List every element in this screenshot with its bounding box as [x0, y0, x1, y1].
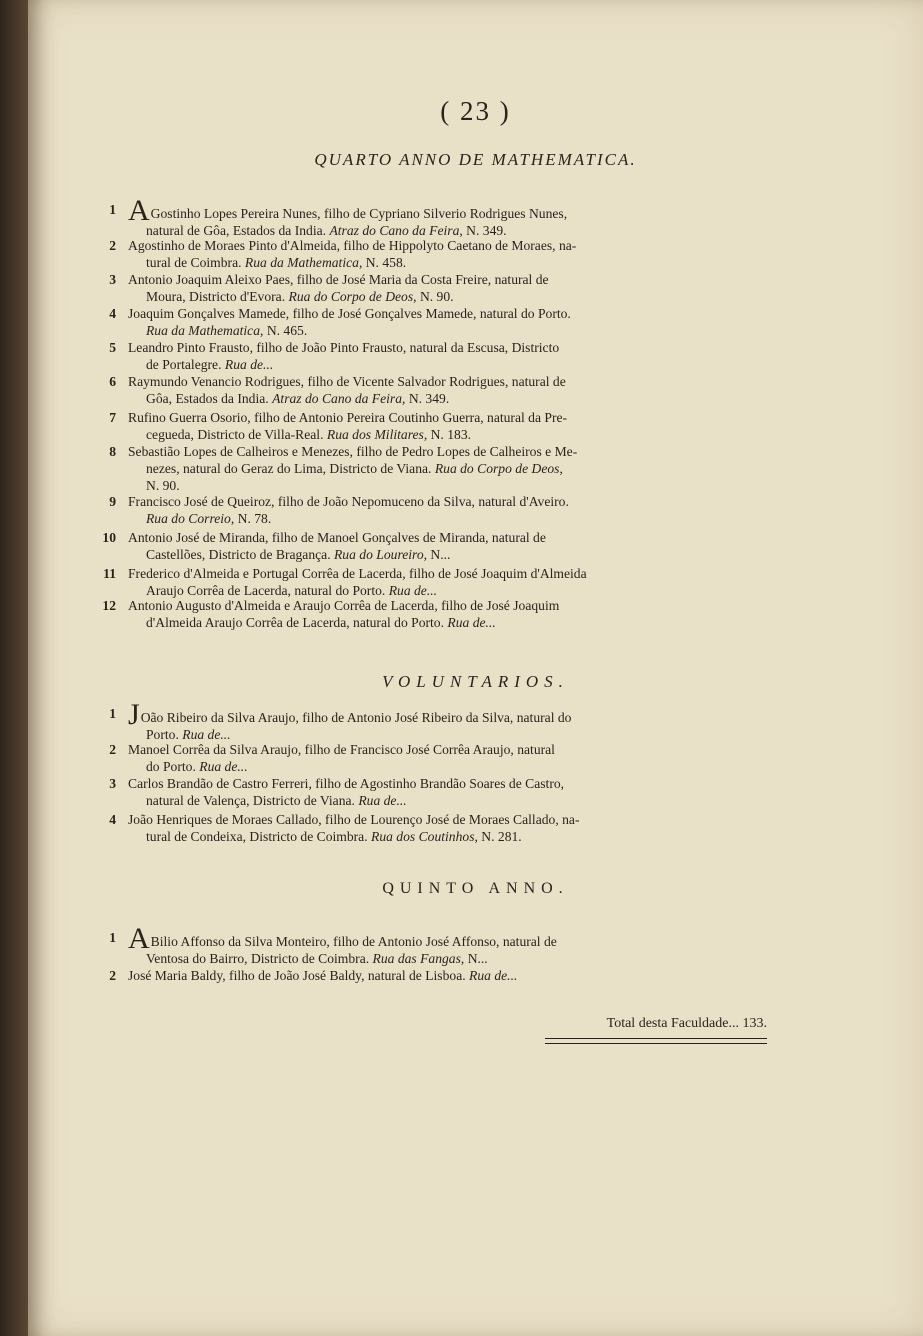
entry-house-number: , N. 349.: [402, 390, 450, 406]
entry-text-cont: do Porto.: [146, 758, 196, 774]
entry-number: 2: [109, 742, 116, 757]
entry-text: Rufino Guerra Osorio, filho de Antonio Pereira Coutinho Guerra, natural da Pre-: [128, 410, 568, 425]
list-item: [109, 238, 764, 272]
entry-address: Rua do Correio: [146, 510, 231, 526]
entry-text: Manoel Corrêa da Silva Araujo, filho de Francisco José Corrêa Araujo, natural: [128, 742, 555, 757]
entry-address: Atraz do Cano da Feira: [272, 390, 403, 406]
entry-number: 8: [109, 444, 116, 459]
entry-number: 3: [109, 272, 116, 287]
entry-text: Oão Ribeiro da Silva Araujo, filho de Antonio José Ribeiro da Silva, natural do: [140, 710, 572, 725]
entry-text-cont: d'Almeida Araujo Corrêa de Lacerda, natural do Porto.: [146, 614, 445, 630]
entry-text-cont: Gôa, Estados da India.: [146, 390, 269, 406]
entry-text: Sebastião Lopes de Calheiros e Menezes, filho de Pedro Lopes de Calheiros e Me-: [128, 444, 578, 459]
entry-line-2: [128, 289, 764, 306]
entry-address: Atraz do Cano da Feira: [329, 222, 460, 238]
list-item: [109, 776, 764, 810]
entry-line-1: [128, 306, 764, 323]
entry-number: 1: [109, 930, 116, 945]
list-item: [109, 812, 764, 846]
entry-address: Rua de...: [447, 614, 496, 630]
section-title-quarto-anno: QUARTO ANNO DE MATHEMATICA.: [314, 150, 637, 169]
entry-text-cont: natural de Valença, Districto de Viana.: [146, 792, 355, 808]
entry-text: Antonio Joaquim Aleixo Paes, filho de José Maria da Costa Freire, natural de: [128, 272, 549, 287]
list-item: [103, 566, 764, 600]
book-gutter: [0, 0, 28, 1336]
entry-address: Rua do Loureiro: [334, 546, 424, 562]
entry-text: Bilio Affonso da Silva Monteiro, filho de Antonio José Affonso, natural de: [150, 934, 557, 949]
entry-line-2: [128, 511, 764, 528]
entry-number: 3: [109, 776, 116, 791]
entry-address: Rua de...: [388, 582, 438, 598]
entry-line-2: [128, 829, 764, 846]
entry-address: Rua de...: [224, 356, 274, 372]
drop-cap-letter: A: [128, 922, 150, 955]
entry-line-1: [128, 742, 764, 759]
entry-line-1: [128, 410, 764, 427]
drop-cap-letter: J: [128, 698, 140, 731]
entry-number: 11: [103, 566, 116, 581]
entry-number: 2: [109, 238, 116, 253]
entry-line-2: [128, 547, 764, 564]
entry-text: Leandro Pinto Frausto, filho de João Pinto Frausto, natural da Escusa, Districto: [128, 340, 560, 355]
entry-line-2: [128, 391, 764, 408]
entry-line-1: [128, 374, 764, 391]
entry-text-cont: tural de Condeixa, Districto de Coimbra.: [146, 828, 368, 844]
entry-line-2: [128, 323, 764, 340]
entry-address: Rua do Corpo de Deos: [288, 288, 414, 304]
list-item: [109, 698, 764, 744]
entry-address: Rua da Mathematica: [244, 254, 359, 270]
entry-house-number: , N. 183.: [423, 426, 472, 442]
entry-line-2: [128, 427, 764, 444]
list-item: [109, 410, 764, 444]
entry-line-1: [128, 922, 764, 955]
entry-line-2: [128, 357, 764, 374]
entry-number: 4: [109, 812, 116, 827]
list-item: [109, 444, 764, 494]
entry-text-cont: de Portalegre.: [146, 356, 222, 372]
entry-line-1: [128, 494, 764, 511]
entry-text-cont: cegueda, Districto de Villa-Real.: [146, 426, 324, 442]
entry-house-number: , N. 78.: [230, 510, 272, 526]
entry-text: José Maria Baldy, filho de João José Baldy, natural de Lisboa.: [128, 968, 466, 983]
entry-line-2: [128, 255, 764, 272]
entry-house-number: , N. 281.: [474, 828, 522, 844]
entry-address: Rua de...: [182, 726, 231, 742]
list-item: [109, 922, 764, 968]
entry-text-cont: Ventosa do Bairro, Districto de Coimbra.: [146, 950, 370, 966]
entry-number: 6: [109, 374, 116, 389]
entry-number: 9: [109, 494, 116, 509]
list-item: [109, 374, 764, 408]
entry-address: Rua de...: [199, 758, 248, 774]
total-label: Total desta Faculdade...: [606, 1016, 739, 1031]
section-title-quinto-anno: QUINTO ANNO.: [382, 880, 569, 897]
entry-line-1: [128, 812, 764, 829]
entry-number: 2: [109, 968, 116, 983]
entry-number: 7: [109, 410, 116, 425]
entry-line-2: [128, 615, 764, 632]
entry-line-1: [128, 598, 764, 615]
list-item: [109, 272, 764, 306]
entry-house-number: , N...: [423, 546, 451, 562]
entry-number: 12: [102, 598, 116, 613]
entry-house-number: ,: [559, 460, 563, 476]
entry-text: Agostinho de Moraes Pinto d'Almeida, filho de Hippolyto Caetano de Moraes, na-: [128, 238, 577, 253]
entry-text: Frederico d'Almeida e Portugal Corrêa de Lacerda, filho de José Joaquim d'Almeida: [128, 566, 587, 581]
entry-line-1: [128, 238, 764, 255]
entry-line-1: [128, 698, 764, 731]
entry-text-cont: Porto.: [146, 726, 179, 742]
entry-line-1: [128, 194, 764, 227]
list-item: [109, 742, 764, 776]
total-value: 133.: [742, 1016, 767, 1031]
list-item: [102, 598, 764, 632]
entry-text: Raymundo Venancio Rodrigues, filho de Vicente Salvador Rodrigues, natural de: [128, 374, 566, 389]
entry-line-2: [128, 461, 764, 478]
entry-address: Rua de...: [469, 968, 518, 983]
entry-house-number: , N. 465.: [260, 322, 308, 338]
entry-text-cont: Araujo Corrêa de Lacerda, natural do Porto.: [146, 582, 386, 598]
entry-house-number: , N. 90.: [413, 288, 454, 304]
list-item: [109, 306, 764, 340]
entry-line-1: [128, 340, 764, 357]
entry-house-number: , N...: [460, 950, 488, 966]
list-item: [109, 968, 764, 985]
entry-number: 1: [109, 202, 116, 217]
total-rule-thick: [545, 1038, 767, 1039]
entry-line-1: [128, 566, 764, 583]
entry-address: Rua das Fangas: [372, 950, 461, 966]
entry-text-cont: tural de Coimbra.: [146, 254, 242, 270]
entry-address: Rua dos Militares: [326, 426, 424, 442]
entry-text: Gostinho Lopes Pereira Nunes, filho de Cypriano Silverio Rodrigues Nunes,: [150, 206, 568, 221]
entry-address: Rua do Corpo de Deos: [434, 460, 560, 476]
section-title-voluntarios: VOLUNTARIOS.: [382, 672, 569, 691]
entry-number: 1: [109, 706, 116, 721]
list-item: [109, 194, 764, 240]
entry-number: 4: [109, 306, 116, 321]
faculty-total: [545, 1016, 767, 1032]
entry-address: Rua dos Coutinhos: [371, 828, 475, 844]
entry-line-2: [128, 793, 764, 810]
list-item: [109, 494, 764, 528]
entry-text-cont: natural de Gôa, Estados da India.: [146, 222, 327, 238]
entry-line-1: [128, 776, 764, 793]
entry-line-2: [128, 951, 764, 968]
entry-line-1: [128, 444, 764, 461]
drop-cap-letter: A: [128, 194, 150, 227]
entry-house-number: , N. 349.: [459, 222, 507, 238]
page-number: ( 23 ): [440, 96, 511, 126]
entry-line-1: [128, 530, 764, 547]
entry-text-cont: nezes, natural do Geraz do Lima, Districto de Viana.: [146, 460, 432, 476]
entry-line-3: N. 90.: [146, 477, 180, 493]
entry-number: 10: [102, 530, 116, 545]
entry-line-1: [128, 968, 764, 985]
entry-text-cont: Moura, Districto d'Evora.: [146, 288, 286, 304]
entry-text: Carlos Brandão de Castro Ferreri, filho de Agostinho Brandão Soares de Castro,: [128, 776, 565, 791]
book-page: [28, 0, 923, 1336]
entry-text: João Henriques de Moraes Callado, filho de Lourenço José de Moraes Callado, na-: [128, 812, 580, 827]
entry-text: Antonio José de Miranda, filho de Manoel Gonçalves de Miranda, natural de: [128, 530, 546, 545]
total-rule-thin: [545, 1043, 767, 1044]
entry-line-2: [128, 759, 764, 776]
entry-text: Antonio Augusto d'Almeida e Araujo Corrêa de Lacerda, filho de José Joaquim: [128, 598, 560, 613]
entry-text: Joaquim Gonçalves Mamede, filho de José Gonçalves Mamede, natural do Porto.: [128, 306, 571, 321]
list-item: [102, 530, 764, 564]
entry-address: Rua de...: [358, 792, 407, 808]
entry-text-cont: Castellões, Districto de Bragança.: [146, 546, 331, 562]
entry-house-number: , N. 458.: [358, 254, 407, 270]
entry-number: 5: [109, 340, 116, 355]
entry-line-1: [128, 272, 764, 289]
entry-text: Francisco José de Queiroz, filho de João Nepomuceno da Silva, natural d'Aveiro.: [128, 494, 569, 509]
list-item: [109, 340, 764, 374]
entry-address: Rua da Mathematica: [146, 322, 261, 338]
